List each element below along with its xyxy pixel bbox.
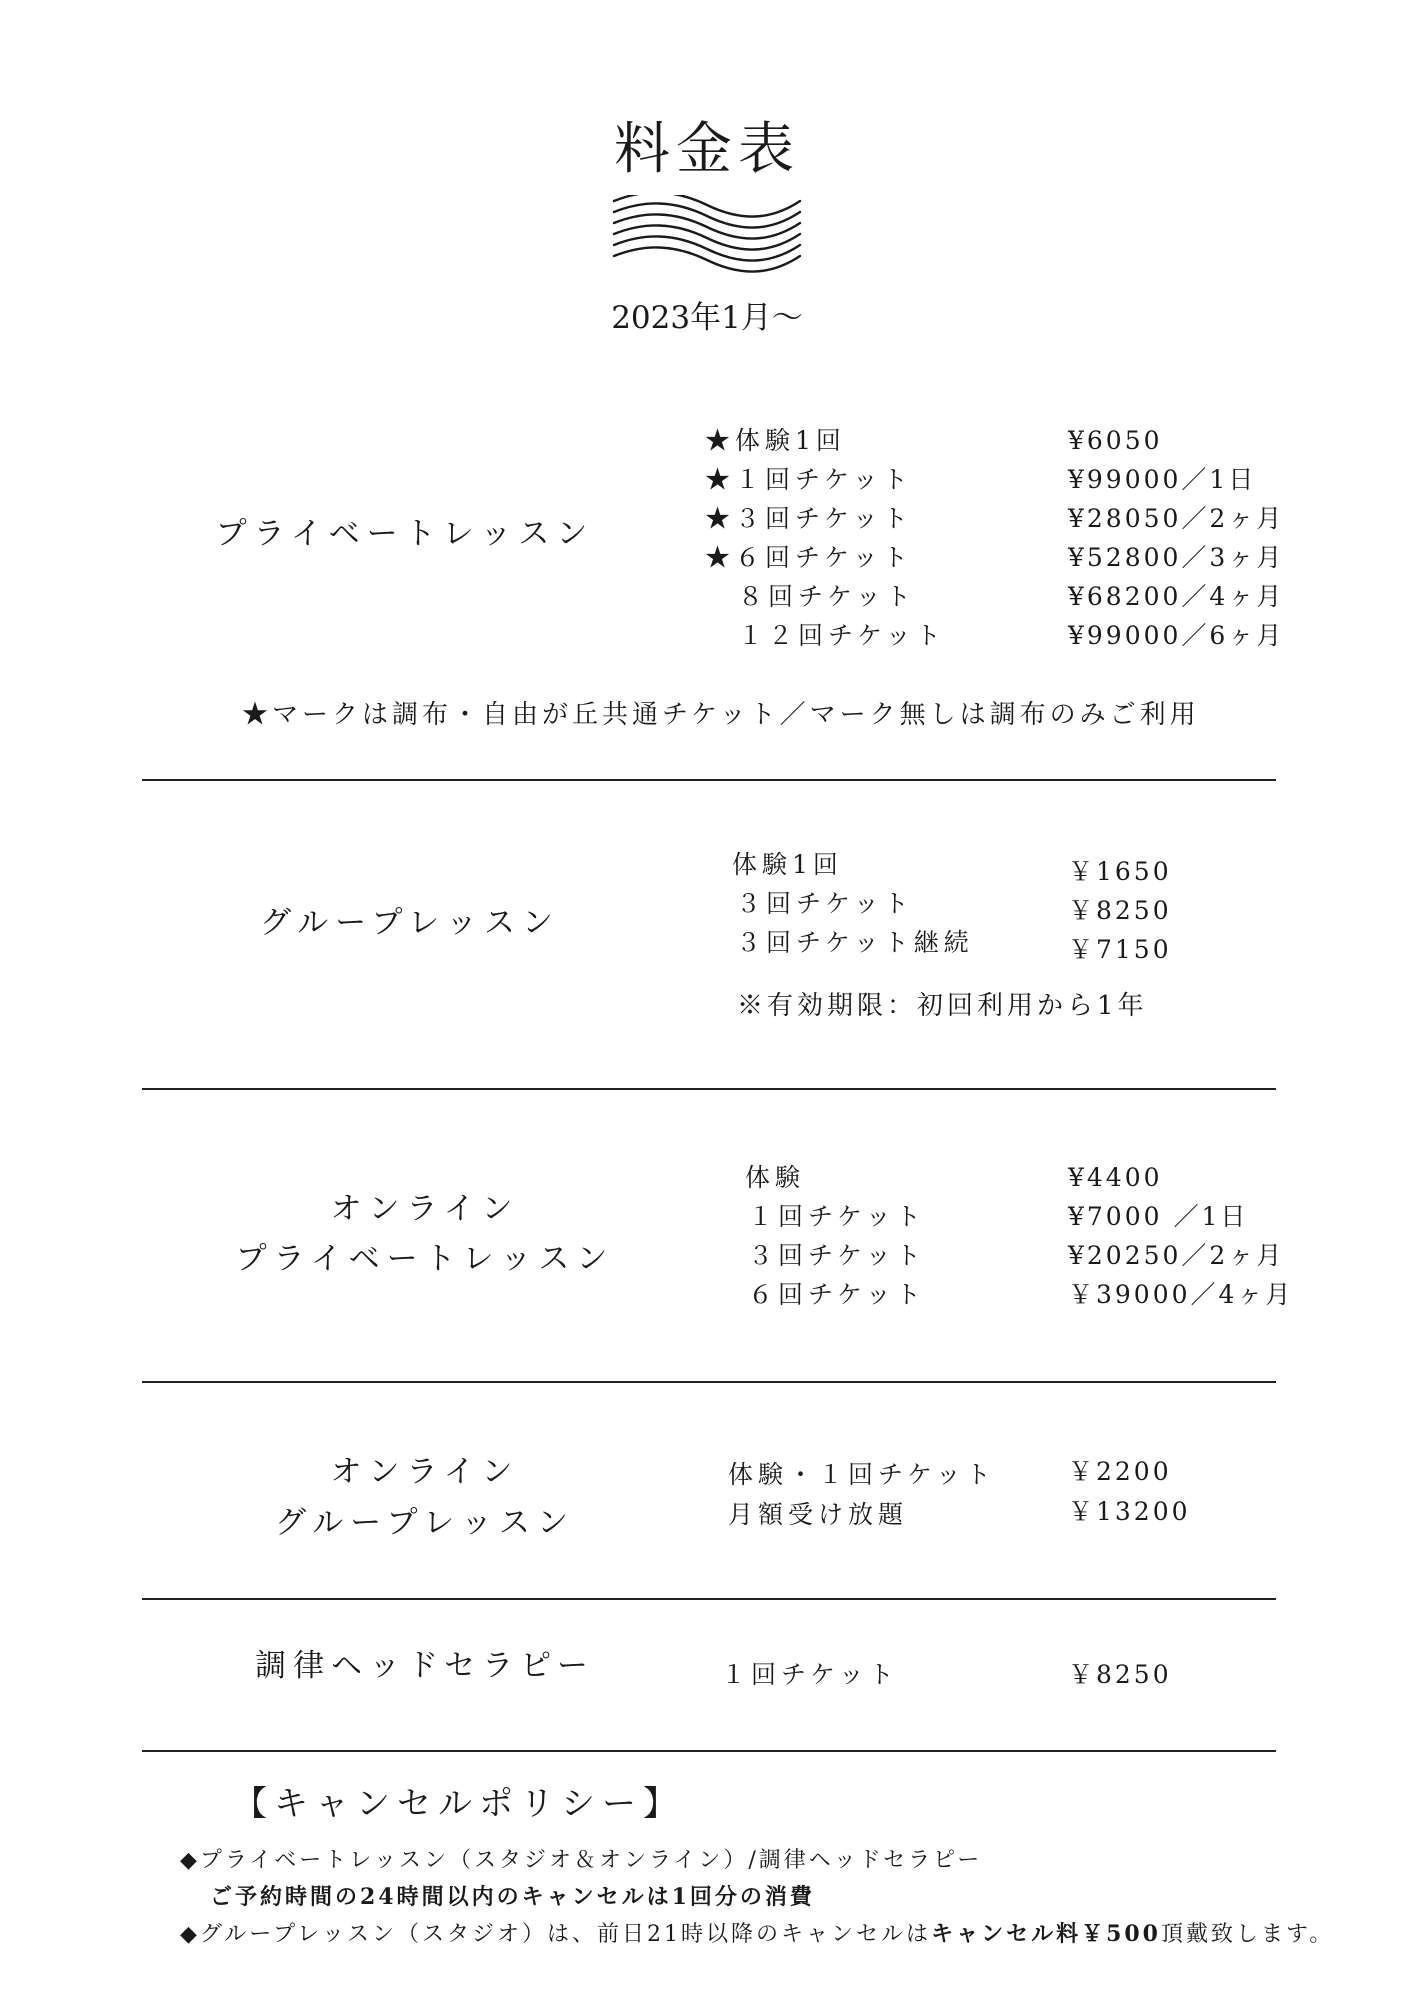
- price-item-value: ￥8250: [1068, 896, 1172, 925]
- ticket-note: ★マークは調布・自由が丘共通チケット／マーク無しは調布のみご利用: [242, 700, 1200, 730]
- price-item-label: ★１回チケット: [705, 465, 913, 494]
- cancel-policy-line: ◆プライベートレッスン（スタジオ＆オンライン）/調律ヘッドセラピー: [180, 1848, 983, 1873]
- price-item-value: ¥68200／4ヶ月: [1068, 582, 1285, 611]
- price-item-label: ６回チケット: [748, 1280, 926, 1309]
- price-item-value: ¥7000 ／1日: [1068, 1202, 1249, 1231]
- price-item-value: ￥13200: [1068, 1497, 1191, 1526]
- section-divider: [142, 779, 1276, 781]
- price-item-value: ¥28050／2ヶ月: [1068, 504, 1285, 533]
- price-item-label: ★体験1回: [705, 426, 846, 455]
- price-item-value: ¥4400: [1068, 1163, 1163, 1192]
- price-item-value: ￥8250: [1068, 1660, 1172, 1689]
- price-item-label: 体験: [745, 1163, 806, 1192]
- validity-note: ※有効期限：初回利用から1年: [737, 991, 1148, 1021]
- cancel-fee: キャンセル料￥500: [931, 1921, 1161, 1947]
- price-item-label: ８回チケット: [738, 582, 916, 611]
- private-lesson-title: プライベートレッスン: [215, 516, 595, 552]
- price-item-label: ３回チケット: [736, 889, 914, 918]
- price-item-value: ¥20250／2ヶ月: [1068, 1241, 1285, 1270]
- price-item-value: ￥1650: [1068, 857, 1172, 886]
- cancel-policy-text: ◆グループレッスン（スタジオ）は、前日21時以降のキャンセルは: [180, 1922, 932, 1947]
- cancel-policy-title: 【キャンセルポリシー】: [233, 1784, 684, 1824]
- price-item-label: 月額受け放題: [728, 1500, 909, 1529]
- online-private-title-line2: プライベートレッスン: [235, 1241, 615, 1277]
- cancel-policy-text: 頂戴致します。: [1161, 1922, 1335, 1947]
- section-divider: [142, 1598, 1276, 1600]
- price-item-label: １回チケット: [748, 1202, 926, 1231]
- price-item-label: 体験1回: [732, 850, 843, 879]
- price-item-value: ¥6050: [1068, 426, 1163, 455]
- price-item-value: ￥39000／4ヶ月: [1068, 1280, 1294, 1309]
- price-item-label: ３回チケット継続: [736, 928, 974, 957]
- price-item-label: 体験・１回チケット: [728, 1460, 996, 1489]
- price-item-value: ￥7150: [1068, 935, 1172, 964]
- section-divider: [142, 1750, 1276, 1752]
- cancel-policy-line: ご予約時間の24時間以内のキャンセルは1回分の消費: [210, 1884, 815, 1910]
- price-item-label: ３回チケット: [748, 1241, 926, 1270]
- price-item-label: ★６回チケット: [705, 543, 913, 572]
- online-group-title-line2: グループレッスン: [275, 1505, 575, 1541]
- price-item-label: １回チケット: [721, 1660, 899, 1689]
- section-divider: [142, 1381, 1276, 1383]
- price-item-value: ￥2200: [1068, 1457, 1172, 1486]
- price-item-value: ¥99000／1日: [1068, 465, 1257, 494]
- online-group-title-line1: オンライン: [330, 1454, 520, 1490]
- price-item-label: ★３回チケット: [705, 504, 913, 533]
- price-item-value: ¥99000／6ヶ月: [1068, 621, 1285, 650]
- online-private-title-line1: オンライン: [330, 1191, 520, 1227]
- page-title: 料金表: [614, 117, 800, 182]
- wave-lines-icon: [612, 195, 802, 277]
- price-item-value: ¥52800／3ヶ月: [1068, 543, 1285, 572]
- cancel-policy-line: [180, 1917, 1334, 1948]
- price-item-label: １２回チケット: [738, 621, 946, 650]
- group-lesson-title: グループレッスン: [260, 905, 560, 941]
- head-therapy-title: 調律ヘッドセラピー: [255, 1648, 595, 1684]
- section-divider: [142, 1088, 1276, 1090]
- effective-date: 2023年1月～: [611, 300, 803, 336]
